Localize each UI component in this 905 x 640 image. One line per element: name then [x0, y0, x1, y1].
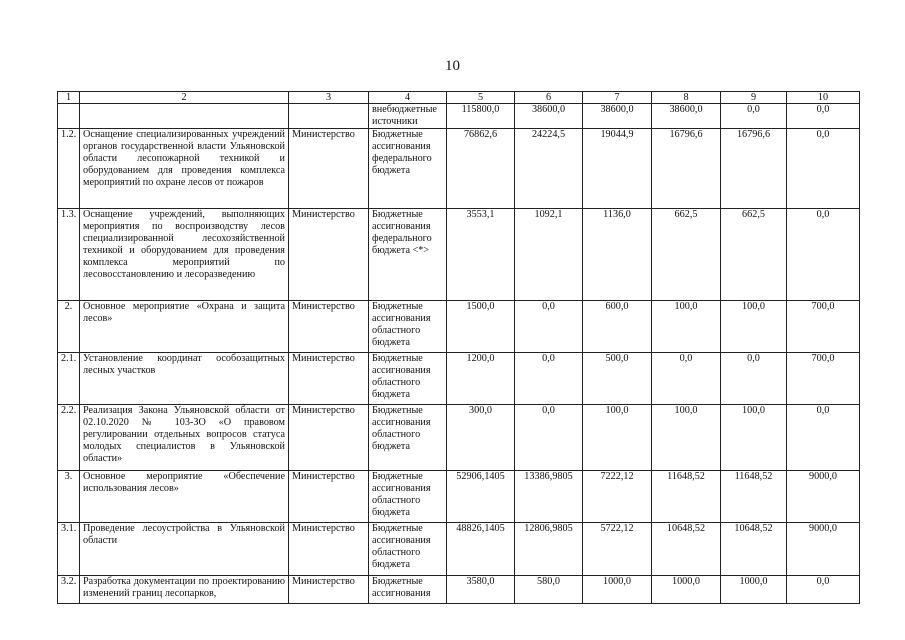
- column-header: 9: [721, 92, 787, 104]
- amount-col8: 0,0: [652, 353, 721, 405]
- amount-col6: 13386,9805: [515, 471, 583, 523]
- measure-name: Установление координат особозащитных лесных участков: [80, 353, 289, 405]
- funding-source: Бюджетные ассигнования областного бюджета: [369, 405, 447, 471]
- measure-name: Разработка документации по проектированию изменений границ лесопарков,: [80, 576, 289, 604]
- amount-col6: 580,0: [515, 576, 583, 604]
- amount-col8: 10648,52: [652, 523, 721, 576]
- executor: Министерство: [289, 209, 369, 301]
- column-header: 8: [652, 92, 721, 104]
- row-number: 2.2.: [58, 405, 80, 471]
- amount-col10: 9000,0: [787, 523, 860, 576]
- funding-source: Бюджетные ассигнования: [369, 576, 447, 604]
- amount-col6: 12806,9805: [515, 523, 583, 576]
- amount-col7: 100,0: [583, 405, 652, 471]
- amount-total: 1200,0: [447, 353, 515, 405]
- funding-source: Бюджетные ассигнования областного бюджета: [369, 471, 447, 523]
- column-header: 1: [58, 92, 80, 104]
- amount-col6: 0,0: [515, 405, 583, 471]
- amount-col9: 0,0: [721, 353, 787, 405]
- row-number: 3.: [58, 471, 80, 523]
- amount-total: 52906,1405: [447, 471, 515, 523]
- column-header: 2: [80, 92, 289, 104]
- amount-col8: 100,0: [652, 301, 721, 353]
- table-row: [58, 301, 860, 353]
- amount-col6: 24224,5: [515, 129, 583, 209]
- amount-col7: 5722,12: [583, 523, 652, 576]
- table-row: [58, 405, 860, 471]
- table-row: [58, 104, 860, 129]
- amount-col7: 600,0: [583, 301, 652, 353]
- row-number: [58, 104, 80, 129]
- amount-col10: 700,0: [787, 353, 860, 405]
- executor: Министерство: [289, 576, 369, 604]
- amount-total: 48826,1405: [447, 523, 515, 576]
- funding-source: Бюджетные ассигнования федерального бюджета: [369, 129, 447, 209]
- page-number: 10: [445, 58, 460, 74]
- measure-name: Основное мероприятие «Охрана и защита лесов»: [80, 301, 289, 353]
- row-number: 1.2.: [58, 129, 80, 209]
- amount-total: 300,0: [447, 405, 515, 471]
- amount-col9: 100,0: [721, 301, 787, 353]
- amount-col6: 0,0: [515, 301, 583, 353]
- row-number: 3.1.: [58, 523, 80, 576]
- measure-name: Проведение лесоустройства в Ульяновской области: [80, 523, 289, 576]
- table-row: [58, 353, 860, 405]
- amount-col6: 0,0: [515, 353, 583, 405]
- amount-col10: 0,0: [787, 576, 860, 604]
- amount-col10: 9000,0: [787, 471, 860, 523]
- table-row: [58, 523, 860, 576]
- amount-col10: 0,0: [787, 209, 860, 301]
- table-row: [58, 129, 860, 209]
- row-number: 1.3.: [58, 209, 80, 301]
- row-number: 2.: [58, 301, 80, 353]
- amount-col10: 0,0: [787, 129, 860, 209]
- amount-col9: 16796,6: [721, 129, 787, 209]
- executor: Министерство: [289, 353, 369, 405]
- table-header-row: [58, 92, 860, 104]
- column-header: 7: [583, 92, 652, 104]
- amount-col8: 1000,0: [652, 576, 721, 604]
- amount-col7: 19044,9: [583, 129, 652, 209]
- column-header: 5: [447, 92, 515, 104]
- row-number: 3.2.: [58, 576, 80, 604]
- measure-name: Реализация Закона Ульяновской области от 02.10.2020 № 103-ЗО «О правовом регулировании отдельных вопросов статуса молодых специалистов в Ульяновской области»: [80, 405, 289, 471]
- funding-source: Бюджетные ассигнования областного бюджета: [369, 353, 447, 405]
- funding-source: Бюджетные ассигнования федерального бюджета <*>: [369, 209, 447, 301]
- table-row: [58, 576, 860, 604]
- row-number: 2.1.: [58, 353, 80, 405]
- measure-name: [80, 104, 289, 129]
- amount-total: 3580,0: [447, 576, 515, 604]
- column-header: 4: [369, 92, 447, 104]
- column-header: 6: [515, 92, 583, 104]
- measure-name: Основное мероприятие «Обеспечение использования лесов»: [80, 471, 289, 523]
- amount-col7: 500,0: [583, 353, 652, 405]
- amount-col8: 11648,52: [652, 471, 721, 523]
- amount-col9: 0,0: [721, 104, 787, 129]
- executor: Министерство: [289, 471, 369, 523]
- measure-name: Оснащение специализированных учреждений органов государственной власти Ульяновской области лесопожарной техникой и оборудованием для проведения комплекса мероприятий по охране лесов от пожаров: [80, 129, 289, 209]
- table-row: [58, 209, 860, 301]
- amount-col10: 0,0: [787, 405, 860, 471]
- amount-col9: 1000,0: [721, 576, 787, 604]
- amount-col10: 700,0: [787, 301, 860, 353]
- amount-col9: 10648,52: [721, 523, 787, 576]
- amount-col6: 38600,0: [515, 104, 583, 129]
- amount-col9: 662,5: [721, 209, 787, 301]
- amount-col7: 7222,12: [583, 471, 652, 523]
- amount-col8: 662,5: [652, 209, 721, 301]
- executor: Министерство: [289, 405, 369, 471]
- amount-col8: 38600,0: [652, 104, 721, 129]
- amount-total: 3553,1: [447, 209, 515, 301]
- amount-col9: 100,0: [721, 405, 787, 471]
- table-row: [58, 471, 860, 523]
- amount-col10: 0,0: [787, 104, 860, 129]
- funding-source: Бюджетные ассигнования областного бюджета: [369, 301, 447, 353]
- amount-col8: 16796,6: [652, 129, 721, 209]
- executor: Министерство: [289, 129, 369, 209]
- funding-source: внебюджетные источники: [369, 104, 447, 129]
- funding-source: Бюджетные ассигнования областного бюджета: [369, 523, 447, 576]
- amount-col7: 1136,0: [583, 209, 652, 301]
- budget-table: [57, 91, 860, 604]
- column-header: 10: [787, 92, 860, 104]
- amount-col9: 11648,52: [721, 471, 787, 523]
- column-header: 3: [289, 92, 369, 104]
- amount-total: 1500,0: [447, 301, 515, 353]
- executor: Министерство: [289, 523, 369, 576]
- measure-name: Оснащение учреждений, выполняющих мероприятия по воспроизводству лесов специализированной лесохозяйственной техникой и оборудованием для проведения комплекса мероприятий по лесовосстановлению и лесоразведению: [80, 209, 289, 301]
- amount-total: 115800,0: [447, 104, 515, 129]
- executor: [289, 104, 369, 129]
- amount-col7: 38600,0: [583, 104, 652, 129]
- amount-col8: 100,0: [652, 405, 721, 471]
- executor: Министерство: [289, 301, 369, 353]
- amount-col6: 1092,1: [515, 209, 583, 301]
- amount-col7: 1000,0: [583, 576, 652, 604]
- amount-total: 76862,6: [447, 129, 515, 209]
